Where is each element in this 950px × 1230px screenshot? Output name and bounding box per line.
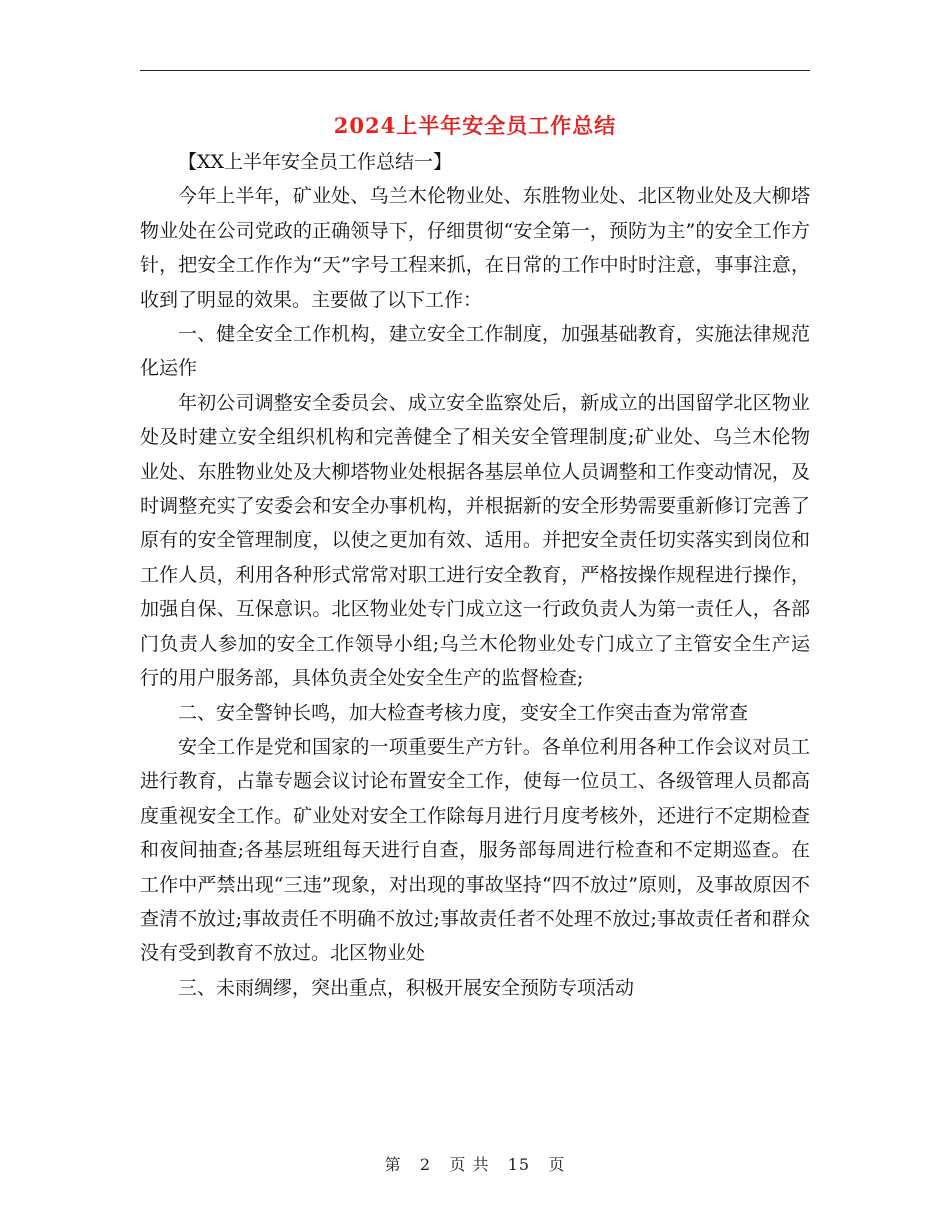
paragraph: 一、健全安全工作机构，建立安全工作制度，加强基础教育，实施法律规范化运作 (140, 323, 810, 380)
paragraph: 年初公司调整安全委员会、成立安全监察处后，新成立的出国留学北区物业处及时建立安全组织机构和完善健全了相关安全管理制度;矿业处、乌兰木伦物业处、东胜物业处及大柳塔物业处根据各基层单位人员调整和工作变动情况，及时调整充实了安委会和安全办事机构，并根据新的安全形势需要重新修订完善了原有的安全管理制度，以使之更加有效、适用。并把安全责任切实落实到岗位和工作人员，利用各种形式常常对职工进行安全教育，严格按操作规程进行操作，加强自保、互保意识。北区物业处专门成立这一行政负责人为第一责任人，各部门负责人参加的安全工作领导小组;乌兰木伦物业处专门成立了主管安全生产运行的用户服务部，具体负责全处安全生产的监督检查; (140, 391, 810, 690)
paragraph: 三、未雨绸缪，突出重点，积极开展安全预防专项活动 (178, 976, 635, 999)
document-title: 2024上半年安全员工作总结 (333, 113, 617, 138)
paragraph: 今年上半年，矿业处、乌兰木伦物业处、东胜物业处、北区物业处及大柳塔物业处在公司党政的正确领导下，仔细贯彻“安全第一，预防为主”的安全工作方针，把安全工作作为“天”字号工程来抓，在日常的工作中时时注意，事事注意，收到了明显的效果。主要做了以下工作： (140, 185, 810, 311)
total-pages: 15 (507, 1155, 531, 1174)
page-number: 2 (419, 1155, 432, 1174)
document-body (140, 145, 810, 1005)
page-footer (0, 1152, 950, 1175)
footer-mid: 页 共 (449, 1155, 490, 1174)
paragraph: 二、安全警钟长鸣，加大检查考核力度，变安全工作突击查为常常查 (178, 701, 749, 724)
header-rule (140, 70, 810, 71)
footer-suffix: 页 (548, 1155, 566, 1174)
footer-prefix: 第 (384, 1155, 402, 1174)
section-heading: 【XX上半年安全员工作总结一】 (178, 151, 453, 173)
paragraph: 安全工作是党和国家的一项重要生产方针。各单位利用各种工作会议对员工进行教育，占靠专题会议讨论布置安全工作，使每一位员工、各级管理人员都高度重视安全工作。矿业处对安全工作除每月进行月度考核外，还进行不定期检查和夜间抽查;各基层班组每天进行自查，服务部每周进行检查和不定期巡查。在工作中严禁出现“三违”现象，对出现的事故坚持“四不放过”原则，及事故原因不查清不放过;事故责任不明确不放过;事故责任者不处理不放过;事故责任者和群众没有受到教育不放过。北区物业处 (140, 735, 810, 965)
